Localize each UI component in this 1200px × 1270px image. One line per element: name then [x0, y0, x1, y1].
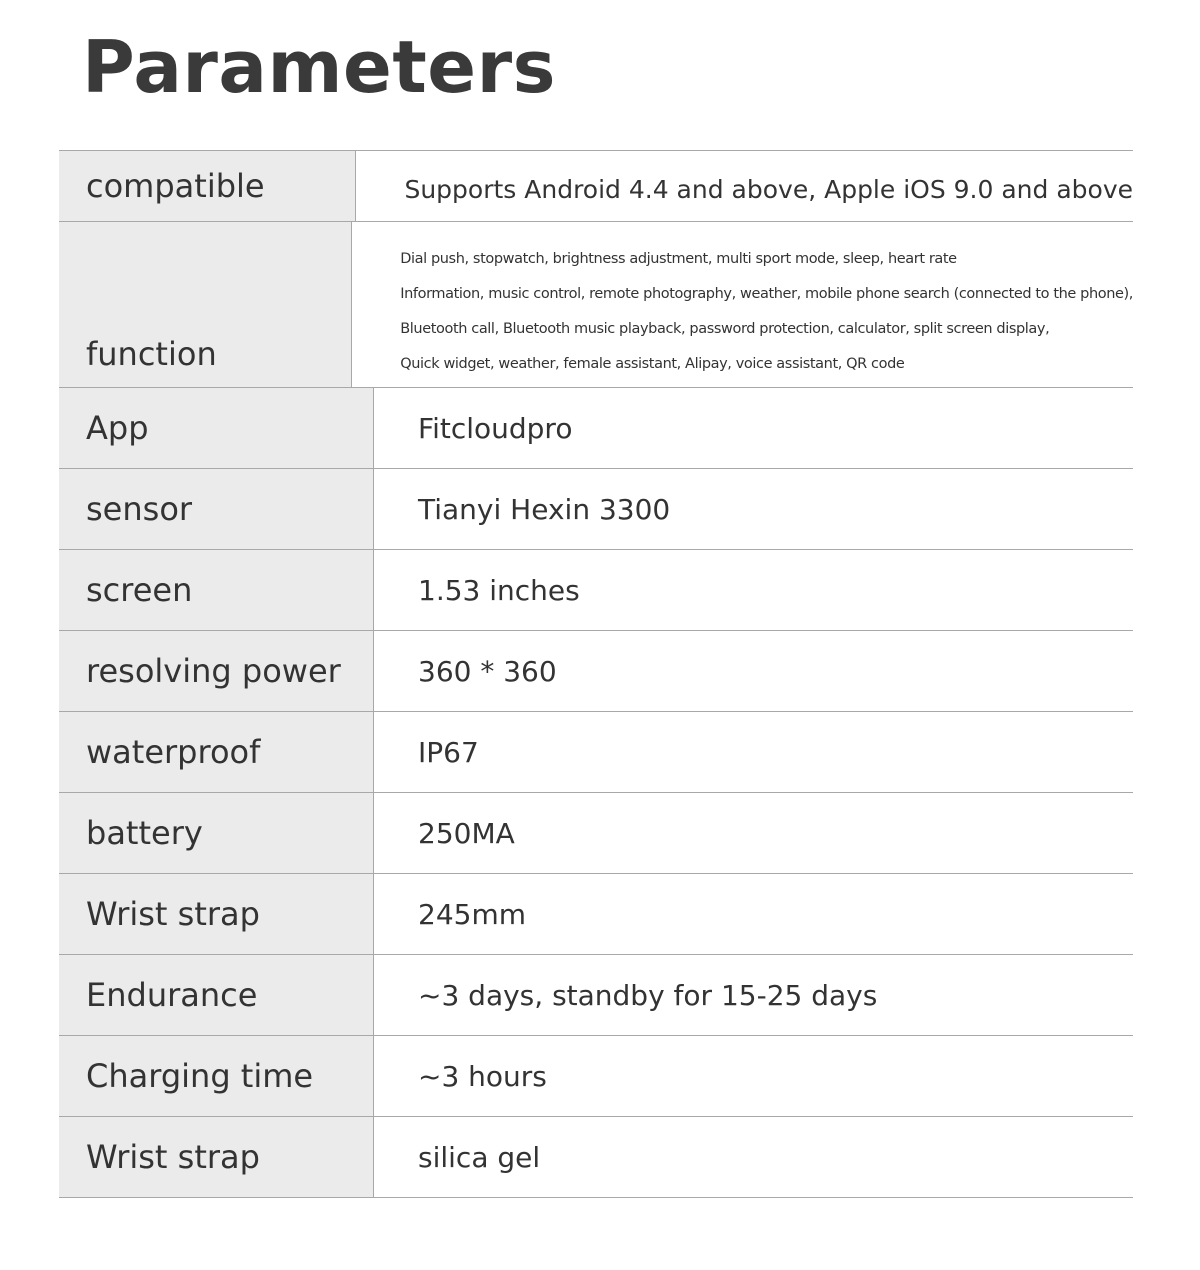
row-label: function — [59, 222, 352, 387]
table-row-charging-time — [59, 1036, 1133, 1117]
table-row-screen — [59, 550, 1133, 631]
function-line: Bluetooth call, Bluetooth music playback, password protection, calculator, split screen display, — [400, 321, 1050, 337]
table-row-endurance — [59, 955, 1133, 1036]
row-label: battery — [59, 793, 374, 873]
row-value: 1.53 inches — [418, 573, 580, 607]
row-label: Wrist strap — [59, 1117, 374, 1197]
table-row-resolving-power — [59, 631, 1133, 712]
row-label: waterproof — [59, 712, 374, 792]
function-line: Quick widget, weather, female assistant, Alipay, voice assistant, QR code — [400, 356, 905, 372]
table-row-wrist-strap-length — [59, 874, 1133, 955]
row-value: 250MA — [418, 816, 515, 850]
table-row-sensor — [59, 469, 1133, 550]
row-label: Wrist strap — [59, 874, 374, 954]
row-value: ~3 hours — [418, 1059, 547, 1093]
row-value: ~3 days, standby for 15-25 days — [418, 978, 878, 1012]
row-value: Fitcloudpro — [418, 411, 573, 445]
table-row-function — [59, 222, 1133, 388]
table-row-waterproof — [59, 712, 1133, 793]
row-value: IP67 — [418, 735, 479, 769]
row-label: compatible — [59, 151, 356, 221]
row-label: App — [59, 388, 374, 468]
page-title: Parameters — [82, 25, 556, 109]
function-line: Dial push, stopwatch, brightness adjustment, multi sport mode, sleep, heart rate — [400, 251, 957, 267]
table-row-battery — [59, 793, 1133, 874]
function-list — [352, 222, 1133, 387]
row-label: sensor — [59, 469, 374, 549]
table-row-compatible — [59, 151, 1133, 222]
row-label: resolving power — [59, 631, 374, 711]
row-value: silica gel — [418, 1140, 541, 1174]
row-label: screen — [59, 550, 374, 630]
function-line: Information, music control, remote photography, weather, mobile phone search (connected to the phone), — [400, 286, 1133, 302]
row-label: Endurance — [59, 955, 374, 1035]
table-row-app — [59, 388, 1133, 469]
row-value: 360 * 360 — [418, 654, 557, 688]
row-value: 245mm — [418, 897, 526, 931]
parameters-table — [59, 150, 1133, 1198]
table-row-wrist-strap-material — [59, 1117, 1133, 1198]
row-value: Supports Android 4.4 and above, Apple iOS 9.0 and above — [404, 174, 1133, 204]
row-label: Charging time — [59, 1036, 374, 1116]
row-value: Tianyi Hexin 3300 — [418, 492, 671, 526]
